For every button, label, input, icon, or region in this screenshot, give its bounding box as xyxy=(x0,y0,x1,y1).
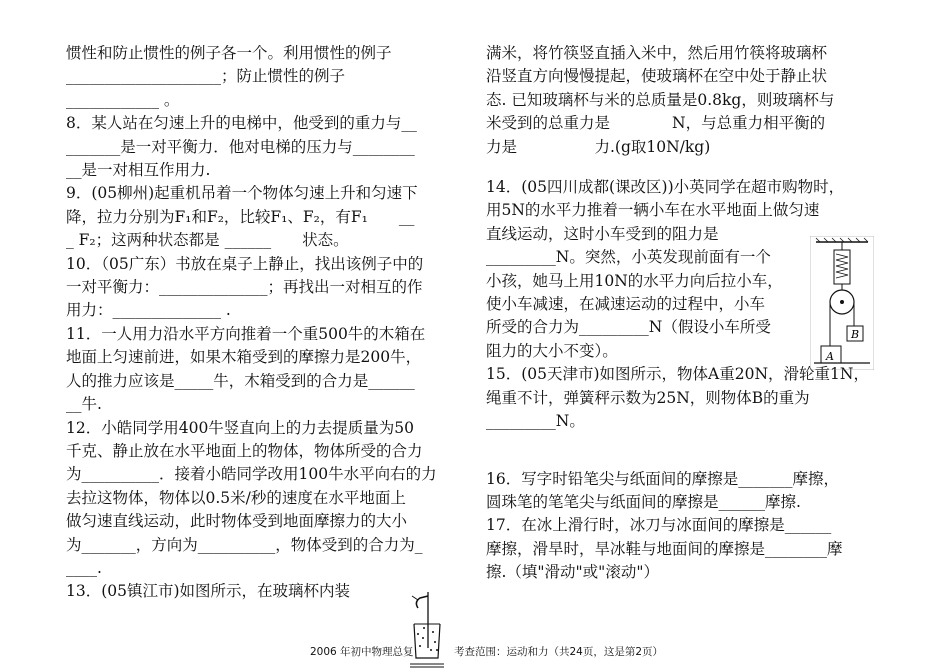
text-line: 人的推力应该是_____牛，木箱受到的合力是______ xyxy=(66,371,415,390)
text-line: 降，拉力分别为F₁和F₂，比较F₁、F₂，有F₁ __ xyxy=(66,207,415,226)
text-line: 16．写字时铅笔尖与纸面间的摩擦是_______摩擦， xyxy=(486,469,839,488)
text-line: 惯性和防止惯性的例子各一个。利用惯性的例子 xyxy=(66,44,392,62)
text-line: 地面上匀速前进，如果木箱受到的摩擦力是200牛， xyxy=(66,348,422,367)
text-line: 13．(05镇江市)如图所示，在玻璃杯内装 xyxy=(66,582,351,601)
text-line: 做匀速直线运动，此时物体受到地面摩擦力的大小 xyxy=(66,512,408,531)
text-line: 8．某人站在匀速上升的电梯中，他受到的重力与__ xyxy=(66,114,417,133)
text-line: 满米，将竹筷竖直插入米中，然后用竹筷将玻璃杯 xyxy=(486,44,828,62)
text-line: ____. xyxy=(66,558,102,577)
text-line: 去拉这物体，物体以0.5米/秒的速度在水平地面上 xyxy=(66,488,406,507)
text-line: 擦.（填"滑动"或"滚动"） xyxy=(486,563,659,582)
right-column-top xyxy=(486,42,886,159)
text-line: 所受的合力为_________N（假设小车所受 xyxy=(486,318,771,337)
text-line: 摩擦，滑旱时，旱冰鞋与地面间的摩擦是________摩 xyxy=(486,539,843,558)
pulley-figure xyxy=(810,236,874,370)
text-line: 14．(05四川成都(课改区))小英同学在超市购物时， xyxy=(486,178,845,197)
right-column-bottom xyxy=(486,468,886,585)
text-line: 用力：______________ . xyxy=(66,301,231,320)
block-b-label: B xyxy=(851,328,860,341)
text-line: 17．在冰上滑行时，冰刀与冰面间的摩擦是______ xyxy=(486,516,832,535)
glass-chopstick-figure xyxy=(404,588,450,672)
footer-left: 2006 年初中物理总复 xyxy=(310,646,414,658)
text-line: 小孩，她马上用10N的水平力向后拉小车， xyxy=(486,271,783,290)
text-line: 为__________．接着小皓同学改用100牛水平向右的力 xyxy=(66,465,437,484)
text-line: ____________ 。 xyxy=(66,90,180,109)
text-line: __牛. xyxy=(66,395,102,414)
text-line: 9．(05柳州)起重机吊着一个物体匀速上升和匀速下 xyxy=(66,184,418,203)
text-line: 力是 力.(g取10N/kg) xyxy=(486,137,711,156)
text-line: 米受到的总重力是 N，与总重力相平衡的 xyxy=(486,114,826,133)
text-line: 为_______，方向为__________，物体受到的合力为_ xyxy=(66,535,423,554)
text-line: 12．小皓同学用400牛竖直向上的力去提质量为50 xyxy=(66,418,415,437)
text-line: ____________________；防止惯性的例子 xyxy=(66,67,346,86)
block-a-label: A xyxy=(826,350,834,363)
text-line: __是一对相互作用力. xyxy=(66,161,211,180)
text-line: 11．一人用力沿水平方向推着一个重500牛的木箱在 xyxy=(66,324,426,343)
text-line: 圆珠笔的笔笔尖与纸面间的摩擦是______摩擦. xyxy=(486,492,801,511)
text-line: _______是一对平衡力．他对电梯的压力与________ xyxy=(66,137,415,156)
text-line: 绳重不计，弹簧秤示数为25N，则物体B的重为 xyxy=(486,388,810,407)
text-line: 10．（05广东）书放在桌子上静止，找出该例子中的 xyxy=(66,254,424,273)
text-line: 态. 已知玻璃杯与米的总质量是0.8kg，则玻璃杯与 xyxy=(486,90,835,109)
text-line: 直线运动，这时小车受到的阻力是 xyxy=(486,224,719,243)
text-line: 沿竖直方向慢慢提起，使玻璃杯在空中处于静止状 xyxy=(486,67,828,86)
footer-right: 考查范围：运动和力（共24页，这是第2页） xyxy=(454,646,664,658)
left-column xyxy=(66,42,466,604)
text-line: 阻力的大小不变）。 xyxy=(486,341,618,360)
text-line: 千克、静止放在水平地面上的物体，物体所受的合力 xyxy=(66,441,423,460)
text-line: 一对平衡力：______________；再找出一对相互的作 xyxy=(66,278,423,297)
text-line: 15．(05天津市)如图所示，物体A重20N，滑轮重1N， xyxy=(486,365,869,384)
text-line: 用5N的水平力推着一辆小车在水平地面上做匀速 xyxy=(486,201,820,220)
text-line: _________N。 xyxy=(486,412,585,431)
text-line: _________N。突然，小英发现前面有一个 xyxy=(486,248,771,267)
text-line: _ F₂；这两种状态都是 ______ 状态。 xyxy=(66,231,349,250)
text-line: 使小车减速，在减速运动的过程中，小车 xyxy=(486,295,766,314)
